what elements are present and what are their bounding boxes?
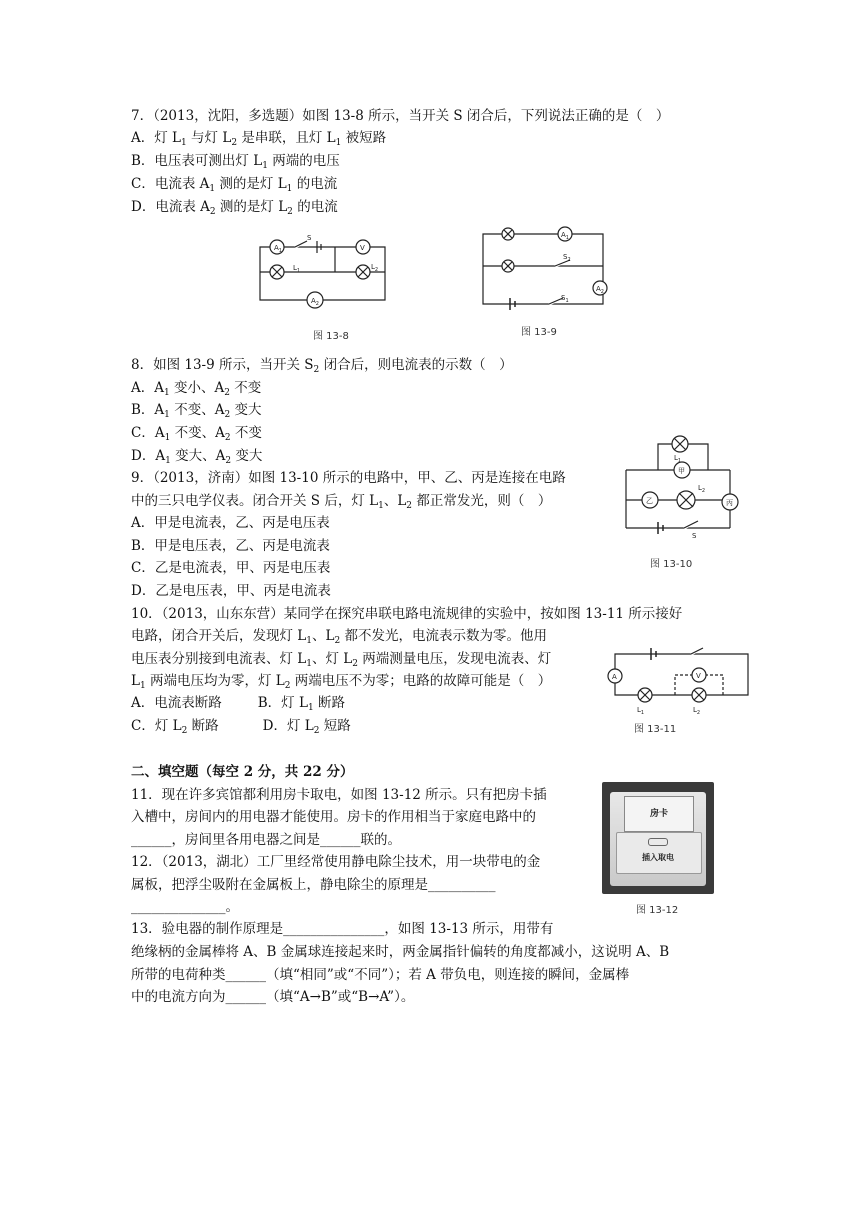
caption-13-11: 图 13-11 [634, 724, 677, 735]
caption-13-9: 图 13-9 [521, 327, 557, 338]
circuit-diagram-13-8 [255, 232, 395, 312]
caption-13-10: 图 13-10 [650, 559, 693, 570]
question-9-option-a: A．甲是电流表，乙、丙是电压表 [131, 515, 330, 531]
question-12-line3: ______________。 [131, 899, 239, 915]
question-13-line2: 绝缘柄的金属棒将 A、B 金属球连接起来时，两金属指针偏转的角度都减小，这说明 A、B [131, 944, 670, 960]
section-heading-fill-in: 二、填空题（每空 2 分，共 22 分） [131, 764, 354, 780]
question-13-line3: 所带的电荷种类______（填“相同”或“不同”）；若 A 带负电，则连接的瞬间，金属棒 [131, 967, 630, 983]
question-7-option-d: D．电流表 $A_2$ 测的是灯 $L_2$ 的电流 [131, 199, 338, 217]
question-13-line4: 中的电流方向为______（填“A→B”或“B→A”）。 [131, 989, 415, 1005]
question-12-line1: 12．（2013，湖北）工厂里经常使用静电除尘技术，用一块带电的金 [131, 854, 541, 870]
card-slot-icon [648, 838, 668, 846]
ammeter-label: A [612, 673, 617, 681]
question-9-option-c: C．乙是电流表，甲、丙是电压表 [131, 560, 331, 576]
circuit-diagram-13-9 [475, 222, 615, 317]
question-10-line4: $L_1$ 两端电压均为零，灯 $L_2$ 两端电压不为零；电路的故障可能是（ ） [131, 673, 552, 691]
voltmeter-label: V [696, 672, 701, 680]
question-7-stem: 7．（2013，沈阳，多选题）如图 13-8 所示，当开关 S 闭合后，下列说法正确的是（ ） [131, 108, 670, 124]
question-8-stem: 8．如图 13-9 所示，当开关 $S_2$ 闭合后，则电流表的示数（ ） [131, 357, 513, 375]
question-8-option-c: C．$A_1$ 不变、$A_2$ 不变 [131, 425, 262, 443]
lamp-l1-label: $L_1$ [293, 264, 301, 274]
circuit-diagram-13-10 [618, 430, 742, 540]
switch-s1-label: $S_1$ [561, 294, 569, 304]
lamp-l2-label: $L_2$ [698, 484, 706, 494]
meter-jia-label: 甲 [678, 467, 685, 475]
room-card-switch-photo [602, 782, 714, 894]
question-7-option-b: B．电压表可测出灯 $L_1$ 两端的电压 [131, 153, 340, 171]
lamp-l1-label: $L_1$ [637, 706, 645, 716]
question-11-line3: ______，房间里各用电器之间是______联的。 [131, 832, 401, 848]
caption-13-8: 图 13-8 [313, 331, 349, 342]
question-10-line3: 电压表分别接到电流表、灯 $L_1$、灯 $L_2$ 两端测量电压，发现电流表、灯 [131, 651, 552, 669]
question-11-line1: 11．现在许多宾馆都利用房卡取电，如图 13-12 所示。只有把房卡插 [131, 787, 547, 803]
question-7-option-a: A．灯 $L_1$ 与灯 $L_2$ 是串联，且灯 $L_1$ 被短路 [131, 130, 387, 148]
question-10-options-cd: C．灯 $L_2$ 断路 D．灯 $L_2$ 短路 [131, 718, 351, 736]
question-9-stem-line2: 中的三只电学仪表。闭合开关 S 后，灯 $L_1$、$L_2$ 都正常发光，则（ ） [131, 493, 552, 511]
room-card: 房卡 [624, 796, 694, 832]
question-12-line2: 属板，把浮尘吸附在金属板上，静电除尘的原理是__________ [131, 877, 496, 893]
question-11-line2: 入槽中，房间内的用电器才能使用。房卡的作用相当于家庭电路中的 [131, 809, 536, 825]
lamp-l2-label: $L_2$ [371, 263, 379, 273]
ammeter-a1-label: $A_1$ [274, 244, 282, 254]
question-7-option-c: C．电流表 $A_1$ 测的是灯 $L_1$ 的电流 [131, 176, 338, 194]
meter-yi-label: 乙 [646, 497, 653, 505]
ammeter-a2-label: $A_2$ [596, 285, 604, 295]
question-10-options-ab: A．电流表断路 B．灯 $L_1$ 断路 [131, 695, 345, 713]
question-13-line1: 13．验电器的制作原理是_______________，如图 13-13 所示，用带有 [131, 921, 554, 937]
switch-s2-label: $S_2$ [563, 253, 571, 263]
circuit-diagram-13-11 [603, 640, 753, 720]
ammeter-a2-label: $A_2$ [311, 297, 319, 307]
voltmeter-v-label: V [360, 244, 365, 252]
switch-s-label: S [692, 532, 697, 540]
question-9-option-d: D．乙是电压表，甲、丙是电流表 [131, 583, 331, 599]
question-8-option-a: A．$A_1$ 变小、$A_2$ 不变 [131, 380, 262, 398]
switch-s-label: S [307, 234, 312, 242]
question-10-line1: 10．（2013，山东东营）某同学在探究串联电路电流规律的实验中，按如图 13-11 所示接好 [131, 606, 683, 622]
meter-bing-label: 丙 [726, 499, 733, 507]
question-8-option-d: D．$A_1$ 变大、$A_2$ 变大 [131, 448, 263, 466]
question-9-stem-line1: 9．（2013，济南）如图 13-10 所示的电路中，甲、乙、丙是连接在电路 [131, 470, 566, 486]
insert-card-label: 插入取电 [642, 853, 674, 862]
ammeter-a1-label: $A_1$ [561, 231, 569, 241]
question-9-option-b: B．甲是电压表，乙、丙是电流表 [131, 538, 330, 554]
lamp-l1-label: $L_1$ [674, 454, 682, 464]
question-10-line2: 电路，闭合开关后，发现灯 $L_1$、$L_2$ 都不发光，电流表示数为零。他用 [131, 628, 547, 646]
lamp-l2-label: $L_2$ [693, 706, 701, 716]
caption-13-12: 图 13-12 [636, 905, 679, 916]
question-8-option-b: B．$A_1$ 不变、$A_2$ 变大 [131, 402, 262, 420]
